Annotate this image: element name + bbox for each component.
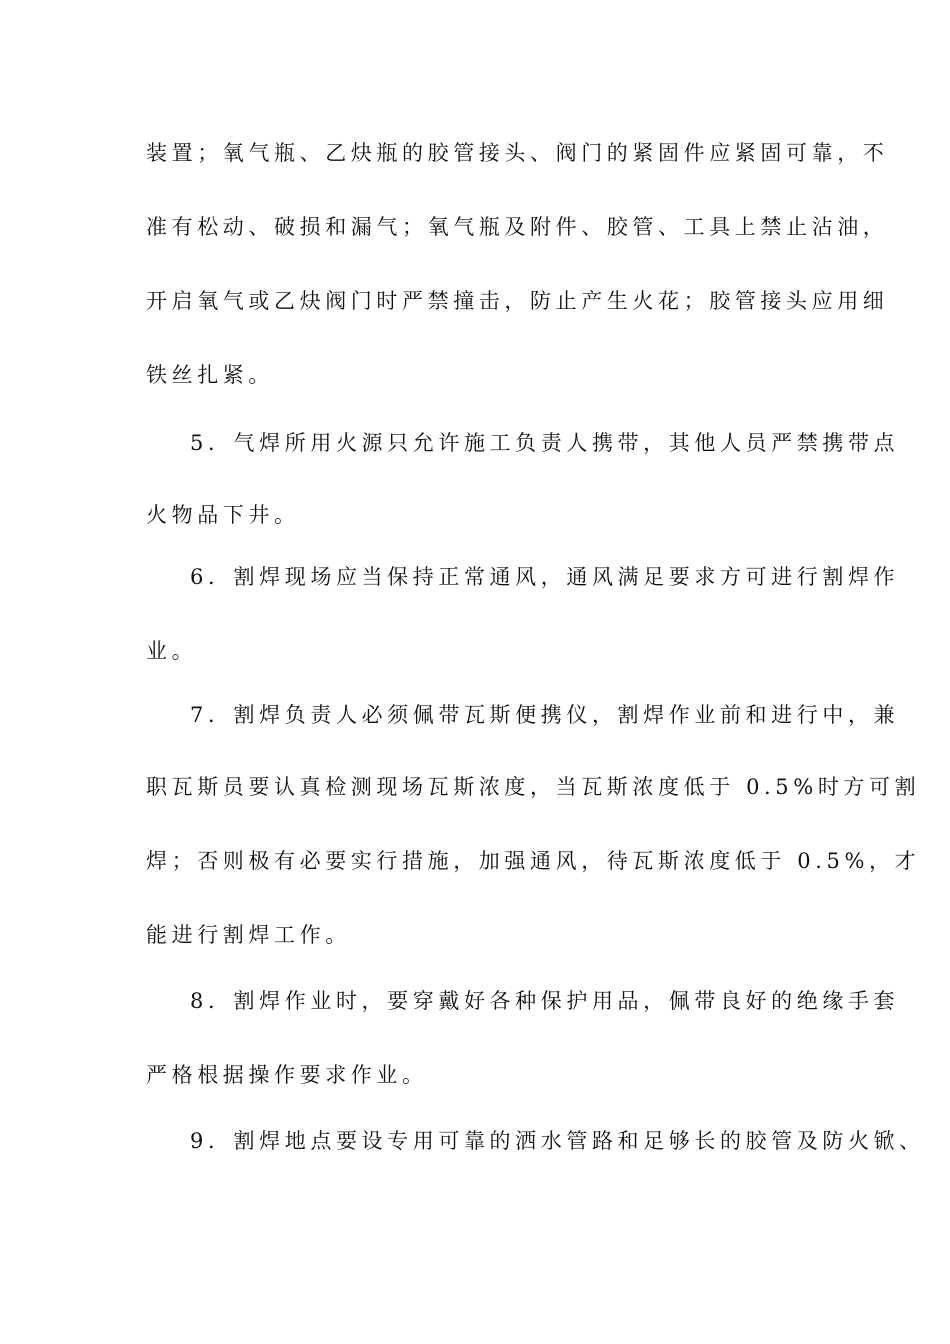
text-line-4: 铁丝扎紧。 [146, 363, 274, 387]
paragraph-7-line-2: 职瓦斯员要认真检测现场瓦斯浓度，当瓦斯浓度低于 0.5%时方可割 [146, 775, 921, 799]
paragraph-5-line-1: 5．气焊所用火源只允许施工负责人携带，其他人员严禁携带点 [190, 431, 900, 455]
paragraph-7-line-1: 7．割焊负责人必须佩带瓦斯便携仪，割焊作业前和进行中，兼 [190, 703, 900, 727]
paragraph-6-line-2: 业。 [146, 639, 198, 663]
paragraph-6-line-1: 6．割焊现场应当保持正常通风，通风满足要求方可进行割焊作 [190, 565, 900, 589]
paragraph-9-line-1: 9．割焊地点要设专用可靠的洒水管路和足够长的胶管及防火锨、 [190, 1129, 925, 1153]
paragraph-7-line-4: 能进行割焊工作。 [146, 923, 351, 947]
paragraph-8-line-2: 严格根据操作要求作业。 [146, 1063, 428, 1087]
paragraph-7-line-3: 焊；否则极有必要实行措施，加强通风，待瓦斯浓度低于 0.5%，才 [146, 849, 921, 873]
text-line-3: 开启氧气或乙炔阀门时严禁撞击，防止产生火花；胶管接头应用细 [146, 289, 889, 313]
paragraph-8-line-1: 8．割焊作业时，要穿戴好各种保护用品，佩带良好的绝缘手套 [190, 989, 900, 1013]
paragraph-5-line-2: 火物品下井。 [146, 503, 300, 527]
text-line-2: 准有松动、破损和漏气；氧气瓶及附件、胶管、工具上禁止沾油， [146, 215, 889, 239]
text-line-1: 装置；氧气瓶、乙炔瓶的胶管接头、阀门的紧固件应紧固可靠，不 [146, 141, 889, 165]
